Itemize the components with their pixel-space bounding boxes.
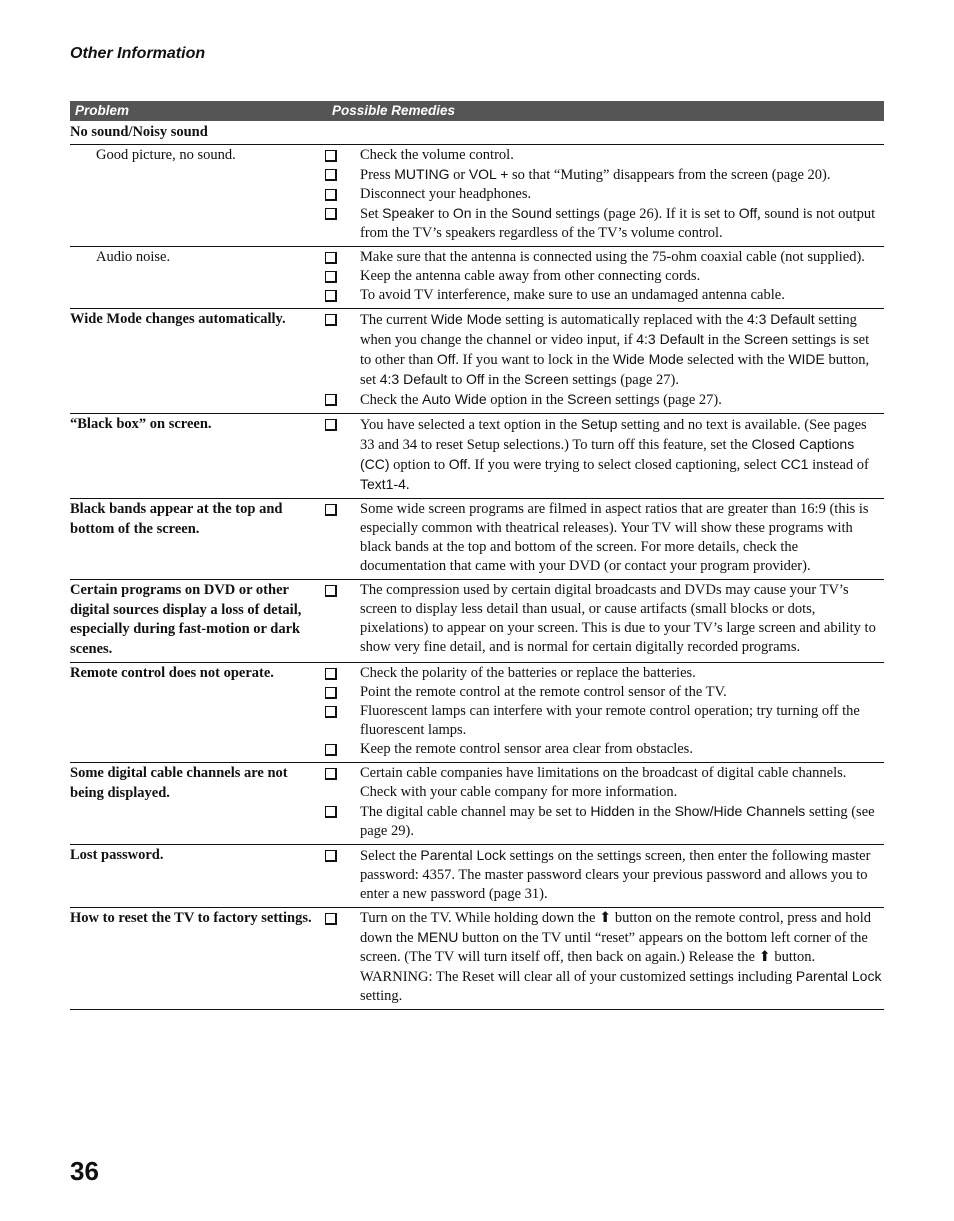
checkbox-icon [325,204,360,243]
checkbox-icon [325,500,360,576]
problem-cell: “Black box” on screen. [70,416,212,432]
remedy-item [325,702,884,740]
remedy-item [325,581,884,657]
problem-cell: Some digital cable channels are not being displayed. [70,765,288,801]
setting-name: Off [436,351,456,367]
problem-cell: Remote control does not operate. [70,665,274,681]
text-run: to [447,372,466,388]
table-row [70,908,884,1010]
setting-name: WIDE [788,351,825,367]
text-run: button, set [360,352,870,388]
problem-cell: How to reset the TV to factory settings. [70,910,312,926]
remedies-cell [325,846,884,904]
remedies-cell [325,500,884,576]
text-run: You have selected a text option in the [360,417,581,433]
remedies-cell [325,248,884,305]
text-run: WARNING: The Reset will clear all of your customized settings including [360,969,796,985]
setting-name: Screen [567,391,612,407]
problem-cell: Certain programs on DVD or other digital sources display a loss of detail, especially during fast-motion or dark scenes. [70,582,302,657]
remedy-item [325,415,884,495]
text-run: The compression used by certain digital broadcasts and DVDs may cause your TV’s screen to display less detail than usual, or cause artifacts (small blocks or dots, pixelations) to appear on your screen. This is due to your TV’s large screen and ability to show very fine detail, and is normal for certain digitally recorded programs. [360,582,876,655]
header-problem: Problem [75,103,130,118]
remedy-text [360,664,884,683]
text-run: . [405,477,410,493]
checkbox-icon [325,415,360,495]
remedy-item [325,267,884,286]
remedy-text [360,204,884,243]
remedy-item [325,683,884,702]
checkbox-icon [325,846,360,904]
setting-name: Screen [743,331,789,347]
remedy-item [325,846,884,904]
remedy-text [360,415,884,495]
text-run: Check the [360,392,423,408]
text-run: button on the remote control, press and hold down the [360,910,872,946]
remedies-cell [325,909,884,1006]
text-run: option to [389,457,449,473]
remedy-text [360,500,884,576]
text-run: The digital cable channel may be set to [360,804,591,820]
remedy-text [360,248,884,267]
remedy-text [360,702,884,740]
text-run: in the [703,332,744,348]
remedy-item [325,740,884,759]
text-run: so that “Muting” disappears from the screen (page 20). [508,167,831,183]
text-run: Check the volume control. [360,147,514,163]
setting-name: 4:3 Default [636,331,704,347]
checkbox-icon [325,664,360,683]
text-run: settings is set to other than [360,332,870,368]
remedy-text [360,764,884,802]
remedy-text [360,146,884,165]
remedy-item [325,664,884,683]
text-run: settings (page 26). If it is set to [551,206,739,222]
remedy-text [360,802,884,841]
indent-spacer [325,967,360,1006]
header-remedies: Possible Remedies [332,103,456,118]
text-run: setting when you change the channel or video input, if [360,312,857,348]
problem-cell: Lost password. [70,847,164,863]
setting-name: Wide Mode [612,351,684,367]
text-run: Keep the antenna cable away from other connecting cords. [360,268,701,284]
remedy-item [325,310,884,390]
setting-name: Text1-4 [360,476,406,492]
setting-name: Parental Lock [420,847,507,863]
text-run: Keep the remote control sensor area clear from obstacles. [360,741,693,757]
group-title: No sound/Noisy sound [70,121,884,145]
remedy-text [360,267,884,286]
checkbox-icon [325,146,360,165]
setting-name: Parental Lock [795,968,882,984]
setting-name: Screen [524,371,569,387]
up-arrow-icon: ⬆ [599,910,612,926]
remedies-cell [325,664,884,759]
table-row [70,845,884,908]
section-title: Other Information [70,45,206,62]
setting-name: Wide Mode [430,311,502,327]
checkbox-icon [325,740,360,759]
checkbox-icon [325,581,360,657]
text-run: Some wide screen programs are filmed in aspect ratios that are greater than 16:9 (this is especially common with theatrical releases). Your TV will show these programs with black bands at the top and bottom of the screen. For more details, check the documentation that came with your DVD (or contact your program provider). [360,501,869,574]
text-run: button on the TV until “reset” appears on the bottom left corner of the screen. (The TV will turn itself off, then back on again.) Release the [360,930,868,965]
table-row [70,309,884,414]
remedy-text [360,967,884,1006]
text-run: settings on the settings screen, then enter the following master password: 4357. The master password clears your previous password and allows you to enter a new password (page 31). [360,848,871,902]
table-row [70,247,884,309]
setting-name: MENU [417,929,459,945]
table-row [70,145,884,247]
remedy-item [325,204,884,243]
checkbox-icon [325,185,360,204]
checkbox-icon [325,702,360,740]
problem-cell: Good picture, no sound. [96,147,236,163]
setting-name: Auto Wide [422,391,487,407]
remedies-cell [325,415,884,495]
remedies-cell [325,581,884,659]
text-run: Set [360,206,383,222]
text-run: instead of [808,457,869,473]
checkbox-icon [325,683,360,702]
text-run: or [449,167,469,183]
checkbox-icon [325,286,360,305]
remedy-item [325,248,884,267]
remedies-cell [325,310,884,410]
problem-cell: Wide Mode changes automatically. [70,311,286,327]
text-run: To avoid TV interference, make sure to use an undamaged antenna cable. [360,287,785,303]
setting-name: Off [465,371,485,387]
setting-name: 4:3 Default [746,311,815,327]
text-run: in the [634,804,675,820]
text-run: settings (page 27). [568,372,679,388]
troubleshooting-table [70,101,884,1010]
remedy-item [325,967,884,1006]
remedy-item [325,764,884,802]
text-run: . If you want to lock in the [455,352,613,368]
remedy-text [360,185,884,204]
remedy-text [360,390,884,410]
remedy-item [325,165,884,185]
page-number: 36 [70,1156,99,1186]
text-run: to [434,206,453,222]
setting-name: VOL + [468,166,509,182]
remedy-item [325,185,884,204]
table-row [70,663,884,763]
remedy-item [325,286,884,305]
remedy-text [360,909,884,967]
setting-name: Hidden [590,803,635,819]
setting-name: On [452,205,472,221]
remedy-item [325,390,884,410]
text-run: Press [360,167,395,183]
remedy-text [360,683,884,702]
text-run: The current [360,312,431,328]
setting-name: Closed Captions (CC) [360,436,855,472]
remedy-item [325,909,884,967]
up-arrow-icon: ⬆ [758,949,771,965]
text-run: Certain cable companies have limitations on the broadcast of digital cable channels. Check with your cable company for more information. [360,765,847,800]
remedy-text [360,740,884,759]
text-run: , sound is not output from the TV’s speakers regardless of the TV’s volume control. [360,206,876,241]
table-body [70,145,884,1010]
text-run: Disconnect your headphones. [360,186,532,202]
remedy-text [360,846,884,904]
setting-name: Show/Hide Channels [674,803,806,819]
setting-name: Off [738,205,758,221]
text-run: option in the [486,392,568,408]
table-row [70,580,884,663]
text-run: Fluorescent lamps can interfere with your remote control operation; try turning off the fluorescent lamps. [360,703,860,738]
text-run: . If you were trying to select closed captioning, select [467,457,781,473]
setting-name: Sound [511,205,552,221]
checkbox-icon [325,248,360,267]
text-run: selected with the [683,352,789,368]
table-row [70,499,884,580]
text-run: button. [770,949,816,965]
setting-name: CC1 [780,456,809,472]
remedy-text [360,286,884,305]
text-run: in the [484,372,525,388]
text-run: setting is automatically replaced with the [501,312,747,328]
remedy-text [360,310,884,390]
text-run: Make sure that the antenna is connected using the 75-ohm coaxial cable (not supplied). [360,249,865,265]
remedy-item [325,802,884,841]
checkbox-icon [325,390,360,410]
remedies-cell [325,764,884,841]
table-row [70,414,884,499]
remedy-item [325,500,884,576]
text-run: Check the polarity of the batteries or replace the batteries. [360,665,696,681]
remedy-text [360,581,884,657]
text-run: in the [471,206,512,222]
checkbox-icon [325,310,360,390]
checkbox-icon [325,764,360,802]
remedies-cell [325,146,884,243]
checkbox-icon [325,909,360,967]
text-run: setting and no text is available. (See pages 33 and 34 to reset Setup selections.) To turn off this feature, set the [360,417,867,453]
problem-cell: Black bands appear at the top and bottom of the screen. [70,501,283,537]
text-run: setting. [360,988,403,1004]
setting-name: Speaker [382,205,435,221]
setting-name: MUTING [394,166,450,182]
text-run: Point the remote control at the remote control sensor of the TV. [360,684,727,700]
text-run: Turn on the TV. While holding down the [360,910,600,926]
text-run: Select the [360,848,421,864]
table-row [70,763,884,845]
remedy-item [325,146,884,165]
table-header [70,101,884,121]
checkbox-icon [325,802,360,841]
setting-name: 4:3 Default [379,371,448,387]
problem-cell: Audio noise. [96,249,171,265]
text-run: settings (page 27). [611,392,722,408]
checkbox-icon [325,267,360,286]
checkbox-icon [325,165,360,185]
remedy-text [360,165,884,185]
setting-name: Setup [580,416,618,432]
text-run: setting (see page 29). [360,804,875,839]
setting-name: Off [448,456,468,472]
